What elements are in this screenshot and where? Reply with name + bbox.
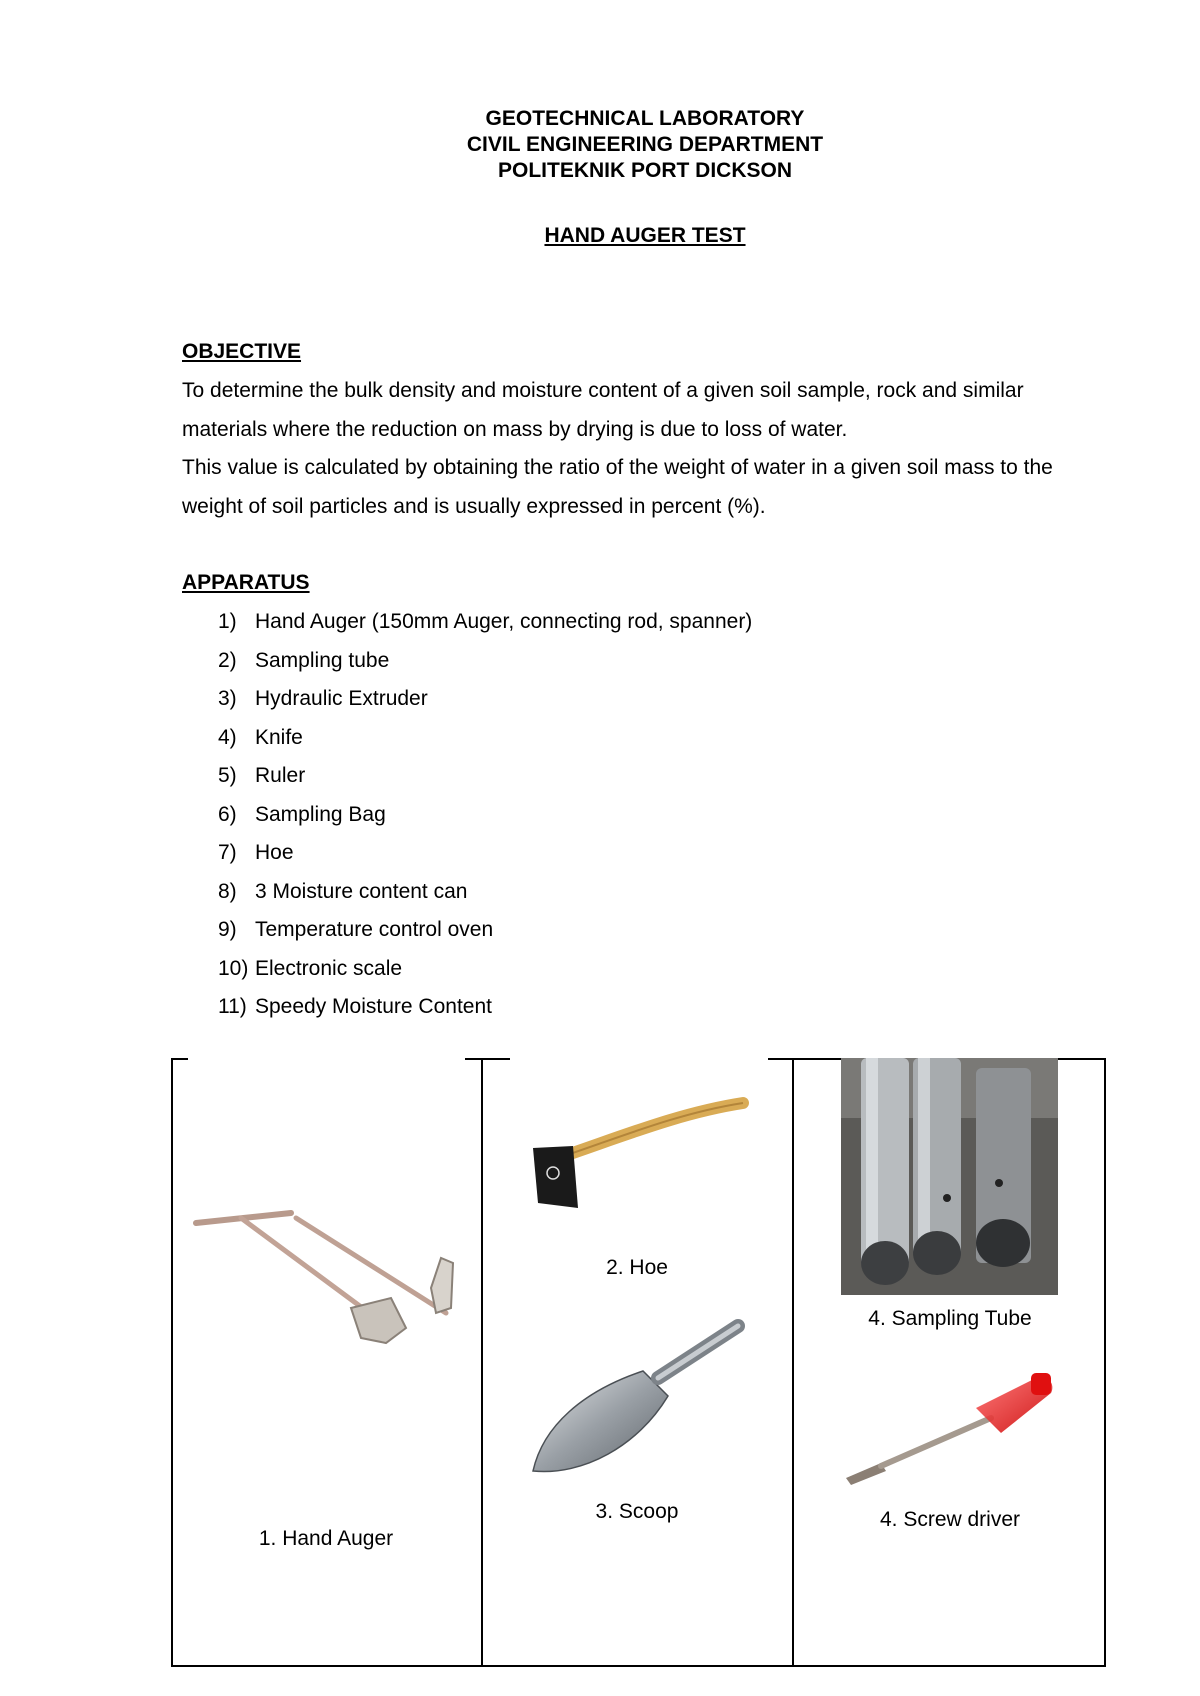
objective-text	[182, 372, 1102, 526]
scoop-caption: 3. Scoop	[595, 1500, 679, 1523]
list-item: 11) Speedy Moisture Content	[218, 995, 492, 1018]
list-item: 5) Ruler	[218, 764, 306, 787]
table-border-right	[1104, 1058, 1106, 1667]
hand-auger-caption: 1. Hand Auger	[258, 1527, 394, 1550]
header-department: CIVIL ENGINEERING DEPARTMENT	[466, 133, 824, 156]
table-divider-2	[792, 1058, 794, 1667]
sampling-tube-caption: 4. Sampling Tube	[868, 1307, 1032, 1330]
list-item: 4) Knife	[218, 725, 303, 749]
hoe-image	[528, 1078, 758, 1218]
list-item: 8) 3 Moisture content can	[218, 879, 468, 903]
list-item: 6) Sampling Bag	[218, 802, 386, 826]
scoop-image	[523, 1316, 753, 1486]
objective-heading: OBJECTIVE	[182, 340, 302, 363]
table-border-top-segment	[1058, 1058, 1106, 1060]
apparatus-photo-table	[171, 1058, 1106, 1667]
table-border-bottom	[171, 1665, 1106, 1667]
header-laboratory: GEOTECHNICAL LABORATORY	[485, 107, 805, 130]
objective-paragraph-1: To determine the bulk density and moisture content of a given soil sample, rock and similar materials where the reduction on mass by drying is due to loss of water.	[182, 379, 1024, 441]
table-border-top-segment	[465, 1058, 510, 1060]
hand-auger-image	[191, 1168, 461, 1358]
objective-paragraph-2: This value is calculated by obtaining the ratio of the weight of water in a given soil mass to the weight of soil particles and is usually expressed in percent (%).	[182, 456, 1053, 518]
list-item: 9) Temperature control oven	[218, 918, 494, 941]
table-border-top-segment	[171, 1058, 188, 1060]
screw-driver-caption: 4. Screw driver	[879, 1508, 1021, 1531]
list-item: 1) Hand Auger (150mm Auger, connecting rod, spanner)	[218, 610, 753, 633]
document-title: HAND AUGER TEST	[544, 224, 746, 247]
list-item: 2) Sampling tube	[218, 648, 390, 672]
table-border-left	[171, 1058, 173, 1667]
screw-driver-image	[841, 1358, 1058, 1488]
header-institution: POLITEKNIK PORT DICKSON	[497, 159, 792, 182]
apparatus-list	[218, 603, 752, 1027]
apparatus-heading: APPARATUS	[182, 571, 310, 594]
list-item: 10) Electronic scale	[218, 956, 403, 980]
sampling-tube-image	[841, 1058, 1058, 1295]
list-item: 7) Hoe	[218, 841, 294, 864]
table-border-top-segment	[768, 1058, 841, 1060]
hoe-caption: 2. Hoe	[606, 1256, 668, 1279]
document-header	[0, 106, 1200, 184]
table-divider-1	[481, 1058, 483, 1667]
list-item: 3) Hydraulic Extruder	[218, 687, 428, 710]
